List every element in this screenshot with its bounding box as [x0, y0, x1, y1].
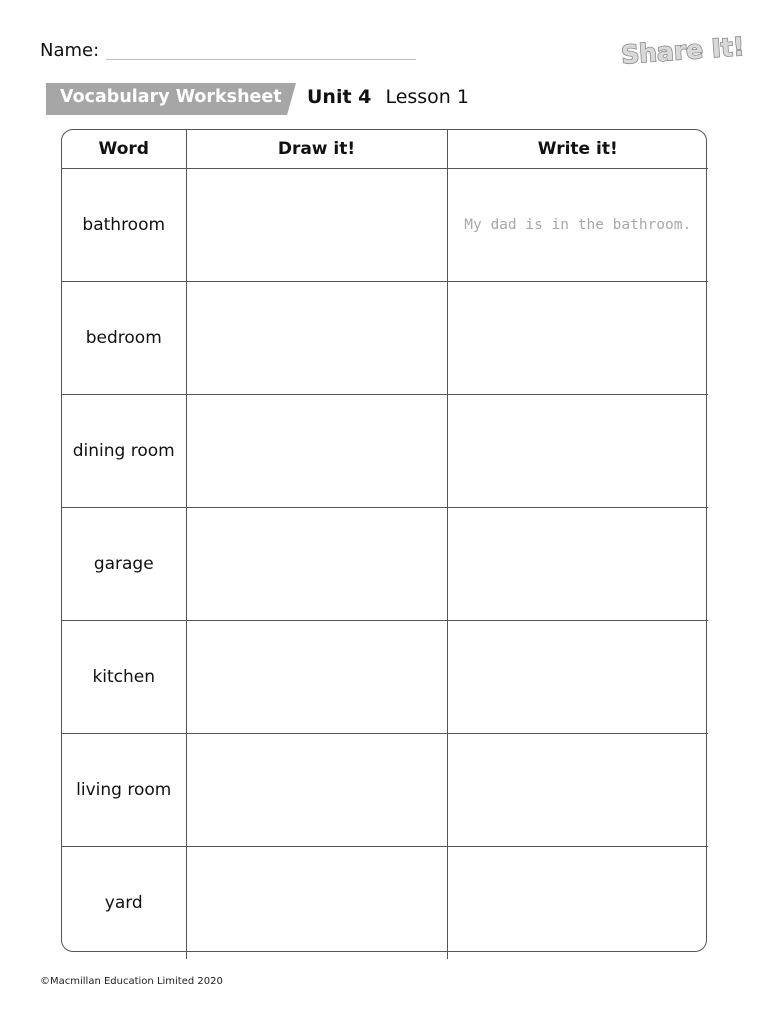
table-row: [62, 734, 708, 847]
table-header-row: [62, 130, 708, 169]
draw-cell[interactable]: [186, 847, 447, 960]
table-row: [62, 282, 708, 395]
draw-cell[interactable]: [186, 621, 447, 734]
name-label: Name:: [40, 40, 100, 61]
word-cell: yard: [62, 847, 186, 960]
name-row: [40, 36, 99, 62]
table-row: [62, 169, 708, 282]
draw-cell[interactable]: [186, 734, 447, 847]
copyright-footer: ©Macmillan Education Limited 2020: [40, 976, 223, 987]
word-cell: bedroom: [62, 282, 186, 395]
write-cell[interactable]: [447, 282, 708, 395]
name-field-line[interactable]: [106, 59, 416, 60]
write-cell[interactable]: [447, 508, 708, 621]
table-row: [62, 508, 708, 621]
column-header-word: Word: [62, 130, 186, 169]
table-row: [62, 847, 708, 960]
write-cell[interactable]: [447, 621, 708, 734]
word-cell: dining room: [62, 395, 186, 508]
draw-cell[interactable]: [186, 508, 447, 621]
banner-title: Vocabulary Worksheet: [60, 87, 282, 107]
draw-cell[interactable]: [186, 282, 447, 395]
write-cell[interactable]: [447, 734, 708, 847]
unit-label: Unit 4: [307, 86, 372, 108]
word-cell: living room: [62, 734, 186, 847]
write-cell[interactable]: [447, 395, 708, 508]
unit-lesson-title: [307, 86, 469, 108]
word-cell: kitchen: [62, 621, 186, 734]
table-row: [62, 395, 708, 508]
write-cell[interactable]: [447, 847, 708, 960]
logo-text: Share It!: [620, 31, 746, 70]
example-sentence: My dad is in the bathroom.: [464, 216, 692, 233]
word-cell: garage: [62, 508, 186, 621]
word-cell: bathroom: [62, 169, 186, 282]
vocabulary-table: [61, 129, 707, 952]
lesson-label: Lesson 1: [385, 86, 469, 108]
draw-cell[interactable]: [186, 395, 447, 508]
title-banner: [46, 83, 296, 115]
table-row: [62, 621, 708, 734]
share-it-logo: [619, 30, 746, 70]
write-cell[interactable]: [447, 169, 708, 282]
draw-cell[interactable]: [186, 169, 447, 282]
column-header-draw: Draw it!: [186, 130, 447, 169]
column-header-write: Write it!: [447, 130, 708, 169]
